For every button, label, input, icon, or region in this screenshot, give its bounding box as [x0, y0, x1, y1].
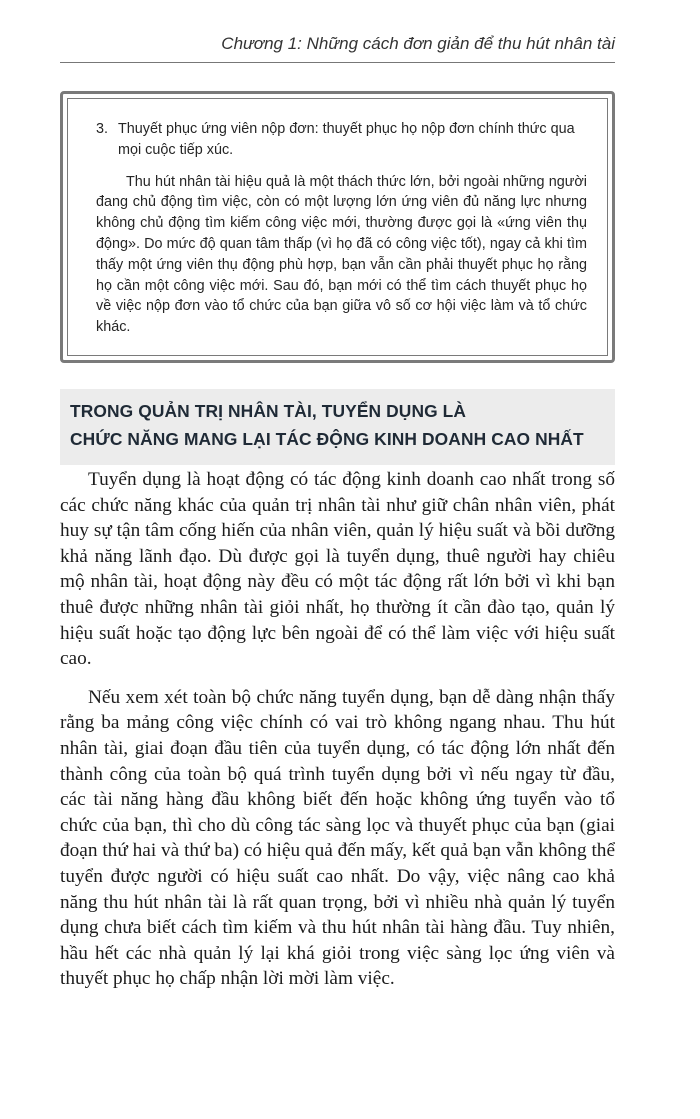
- section-heading-line-1: TRONG QUẢN TRỊ NHÂN TÀI, TUYỂN DỤNG LÀ: [70, 401, 467, 421]
- list-item-text: Thuyết phục ứng viên nộp đơn: thuyết phục họ nộp đơn chính thức qua mọi cuộc tiếp xúc.: [118, 121, 575, 158]
- numbered-list-item: [96, 119, 587, 161]
- list-item-number: 3.: [96, 121, 109, 137]
- body-paragraph-1: Tuyển dụng là hoạt động có tác động kinh doanh cao nhất trong số các chức năng khác của quản trị nhân tài như giữ chân nhân viên, phát huy sự tận tâm cống hiến của nhân viên, quản lý hiệu suất và bồi dưỡng khả năng lãnh đạo. Dù được gọi là tuyển dụng, thuê người hay chiêu mộ nhân tài, hoạt động này đều có một tác động rất lớn bởi vì khi bạn thuê được những nhân tài giỏi nhất, họ thường ít cần đào tạo, quản lý hiệu suất hoặc tạo động lực bên ngoài để có thể làm việc với hiệu suất cao.: [60, 469, 615, 670]
- sidebar-box-paragraph: Thu hút nhân tài hiệu quả là một thách thức lớn, bởi ngoài những người đang chủ động tìm việc, còn có một lượng lớn ứng viên đủ năng lực nhưng không chủ động tìm kiếm công việc mới, thường được gọi là «ứng viên thụ động». Do mức độ quan tâm thấp (vì họ đã có công việc tốt), ngay cả khi tìm thấy một ứng viên thụ động phù hợp, bạn vẫn cần phải thuyết phục họ rằng họ cần một công việc mới. Sau đó, bạn mới có thể tìm cách thuyết phục họ về việc nộp đơn vào tổ chức của bạn giữa vô số cơ hội việc làm và tổ chức khác.: [96, 173, 587, 336]
- sidebar-box: [60, 91, 615, 363]
- running-header: [60, 34, 615, 63]
- section-heading-line-2: CHỨC NĂNG MANG LẠI TÁC ĐỘNG KINH DOANH CAO NHẤT: [70, 429, 584, 449]
- section-heading: [60, 389, 615, 465]
- running-header-title: Chương 1: Những cách đơn giản để thu hút nhân tài: [221, 34, 615, 53]
- body-text: [60, 467, 615, 992]
- sidebar-box-inner: [67, 98, 608, 356]
- body-paragraph-2: Nếu xem xét toàn bộ chức năng tuyển dụng, bạn dễ dàng nhận thấy rằng ba mảng công việc chính có vai trò không ngang nhau. Thu hút nhân tài, giai đoạn đầu tiên của tuyển dụng, có tác động lớn nhất đến thành công của toàn bộ quá trình tuyển dụng bởi vì nếu ngay từ đầu, các tài năng hàng đầu không biết đến hoặc không ứng tuyển vào tổ chức của bạn, thì cho dù công tác sàng lọc và thuyết phục của bạn (giai đoạn thứ hai và thứ ba) có hiệu quả đến mấy, kết quả bạn vẫn không thể tuyển được người có hiệu suất cao nhất. Do vậy, việc nâng cao khả năng thu hút nhân tài là rất quan trọng, bởi vì nhiều nhà quản lý tuyển dụng chưa biết cách tìm kiếm và thu hút nhân tài hàng đầu. Tuy nhiên, hầu hết các nhà quản lý lại khá giỏi trong việc sàng lọc ứng viên và thuyết phục họ chấp nhận lời mời làm việc.: [60, 686, 615, 990]
